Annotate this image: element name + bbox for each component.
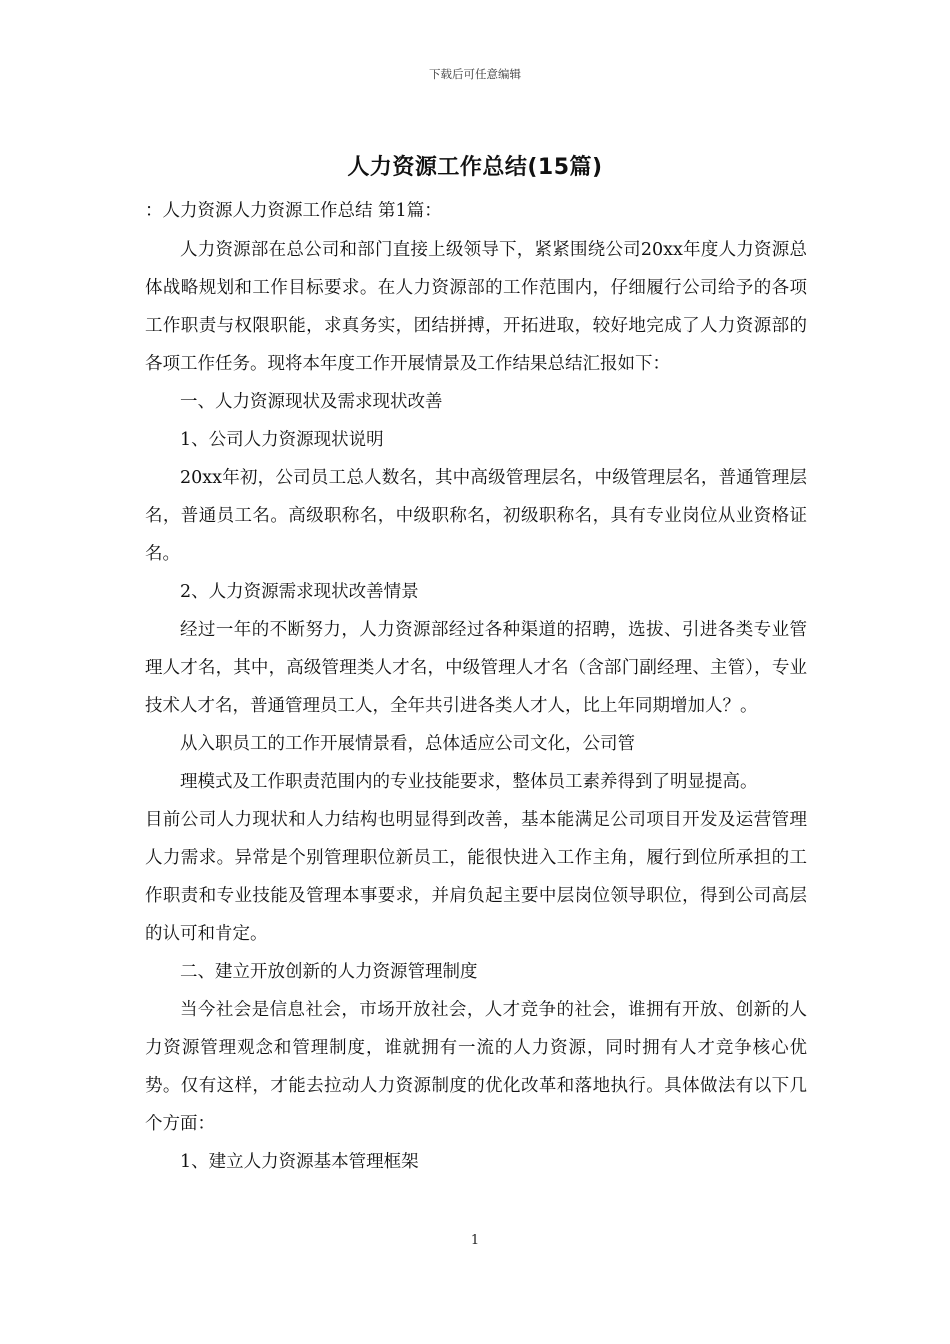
paragraph-onboarding: 从入职员工的工作开展情景看，总体适应公司文化，公司管 [180,734,635,754]
heading-section-1: 一、人力资源现状及需求现状改善 [180,392,443,412]
paragraph-structure: 目前公司人力现状和人力结构也明显得到改善，基本能满足公司项目开发及运营管理人力需求。异常是个别管理职位新员工，能很快进入工作主角，履行到位所承担的工作职责和专业技能及管理本事要求，并肩负起主要中层岗位领导职位，得到公司高层的认可和肯定。 [145,810,807,944]
paragraph-recruitment: 经过一年的不断努力，人力资源部经过各种渠道的招聘，选拔、引进各类专业管理人才名，其中，高级管理类人才名，中级管理人才名（含部门副经理、主管），专业技术人才名，普通管理员工人，全年共引进各类人才人，比上年同期增加人？。 [145,620,807,716]
document-title: 人力资源工作总结(15篇) [347,155,603,180]
paragraph-open-innovation: 当今社会是信息社会，市场开放社会，人才竞争的社会，谁拥有开放、创新的人力资源管理观念和管理制度，谁就拥有一流的人力资源，同时拥有人才竞争核心优势。仅有这样，才能去拉动人力资源制度的优化改革和落地执行。具体做法有以下几个方面： [145,1000,807,1134]
page-number: 1 [470,1233,480,1248]
paragraph-skills: 理模式及工作职责范围内的专业技能要求，整体员工素养得到了明显提高。 [180,772,758,792]
heading-subsection-2-1: 1、建立人力资源基本管理框架 [180,1152,419,1172]
document-body [145,196,807,1181]
heading-subsection-1-1: 1、公司人力资源现状说明 [180,430,384,450]
paragraph-intro: 人力资源部在总公司和部门直接上级领导下，紧紧围绕公司20xx年度人力资源总体战略规划和工作目标要求。在人力资源部的工作范围内，仔细履行公司给予的各项工作职责与权限职能，求真务实，团结拼搏，开拓进取，较好地完成了人力资源部的各项工作任务。现将本年度工作开展情景及工作结果总结汇报如下： [145,240,807,374]
paragraph-staff-status: 20xx年初，公司员工总人数名，其中高级管理层名，中级管理层名，普通管理层名，普通员工名。高级职称名，中级职称名，初级职称名，具有专业岗位从业资格证名。 [145,468,807,564]
page-header: 下载后可任意编辑 [429,67,521,81]
document-subtitle: ：人力资源人力资源工作总结 第1篇： [145,201,442,221]
heading-section-2: 二、建立开放创新的人力资源管理制度 [180,962,478,982]
heading-subsection-1-2: 2、人力资源需求现状改善情景 [180,582,419,602]
